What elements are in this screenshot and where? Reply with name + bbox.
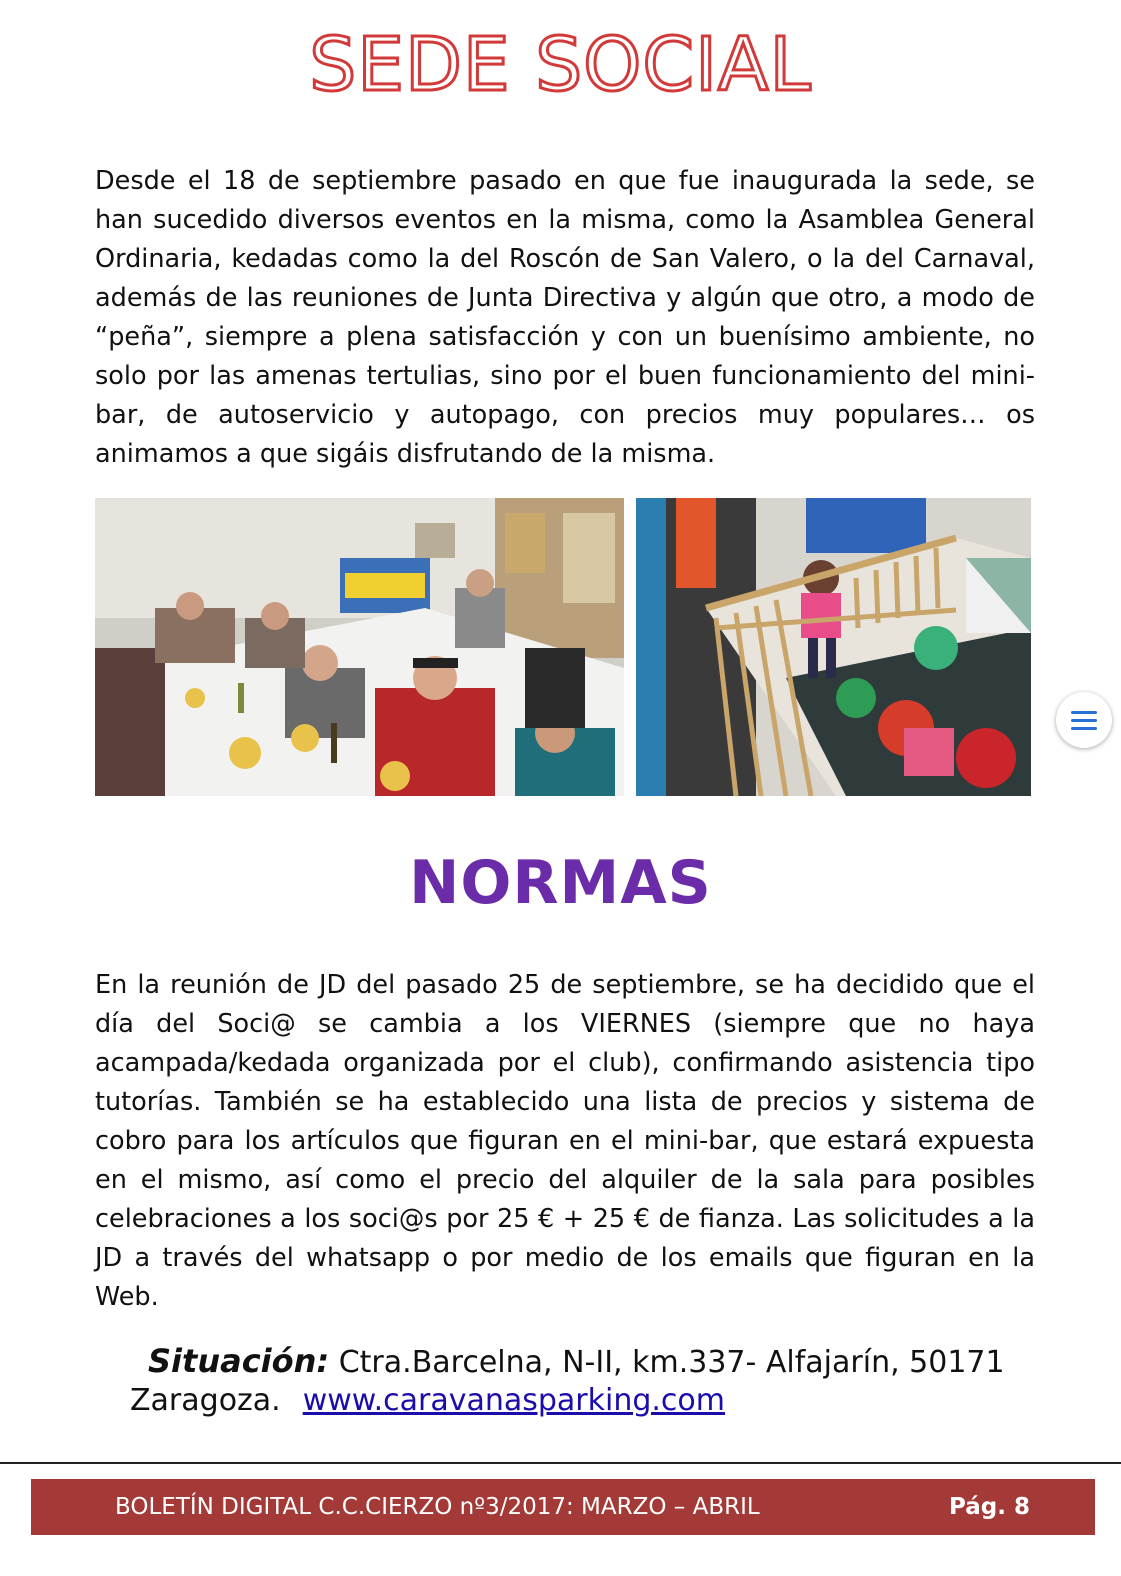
footer-bulletin-title: BOLETÍN DIGITAL C.C.CIERZO nº3/2017: MARZO – ABRIL <box>115 1494 760 1520</box>
sede-social-paragraph: Desde el 18 de septiembre pasado en que fue inaugurada la sede, se han sucedido diversos eventos en la misma, como la Asamblea General Ordinaria, kedadas como la del Roscón de San Valero, o la del Carnaval, además de las reuniones de Junta Directiva y algún que otro, a modo de “peña”, siempre a plena satisfacción y con un buenísimo ambiente, no solo por las amenas tertulias, sino por el buen funcionamiento del mini-bar, de autoservicio y autopago, con precios muy populares… os animamos a que sigáis disfrutando de la misma. <box>95 166 1035 469</box>
menu-button[interactable] <box>1056 692 1112 748</box>
normas-paragraph: En la reunión de JD del pasado 25 de septiembre, se ha decidido que el día del Soci@ se cambia a los VIERNES (siempre que no haya acampada/kedada organizada por el club), confirmando asistencia tipo tutorías. También se ha establecido una lista de precios y sistema de cobro para los artículos que figuran en el mini-bar, que estará expuesta en el mismo, así como el precio del alquiler de la sala para posibles celebraciones a los soci@s por 25 € + 25 € de fianza. Las solicitudes a la JD a través del whatsapp o por medio de los emails que figuran en la Web. <box>95 970 1035 1312</box>
child-playpen-photo <box>636 498 1031 796</box>
normas-title: NORMAS <box>409 848 712 918</box>
location-block <box>130 1342 1050 1420</box>
page-footer <box>31 1479 1095 1535</box>
footer-page-number: Pág. 8 <box>949 1494 1030 1520</box>
location-label: Situación: <box>148 1342 330 1380</box>
sede-social-title: SEDE SOCIAL <box>309 22 812 108</box>
footer-divider <box>0 1462 1121 1464</box>
location-address: Ctra.Barcelna, N-II, km.337- Alfajarín, 50171 Zaragoza. <box>130 1345 1005 1418</box>
website-link[interactable]: www.caravanasparking.com <box>302 1383 726 1418</box>
dinner-gathering-photo <box>95 498 624 796</box>
